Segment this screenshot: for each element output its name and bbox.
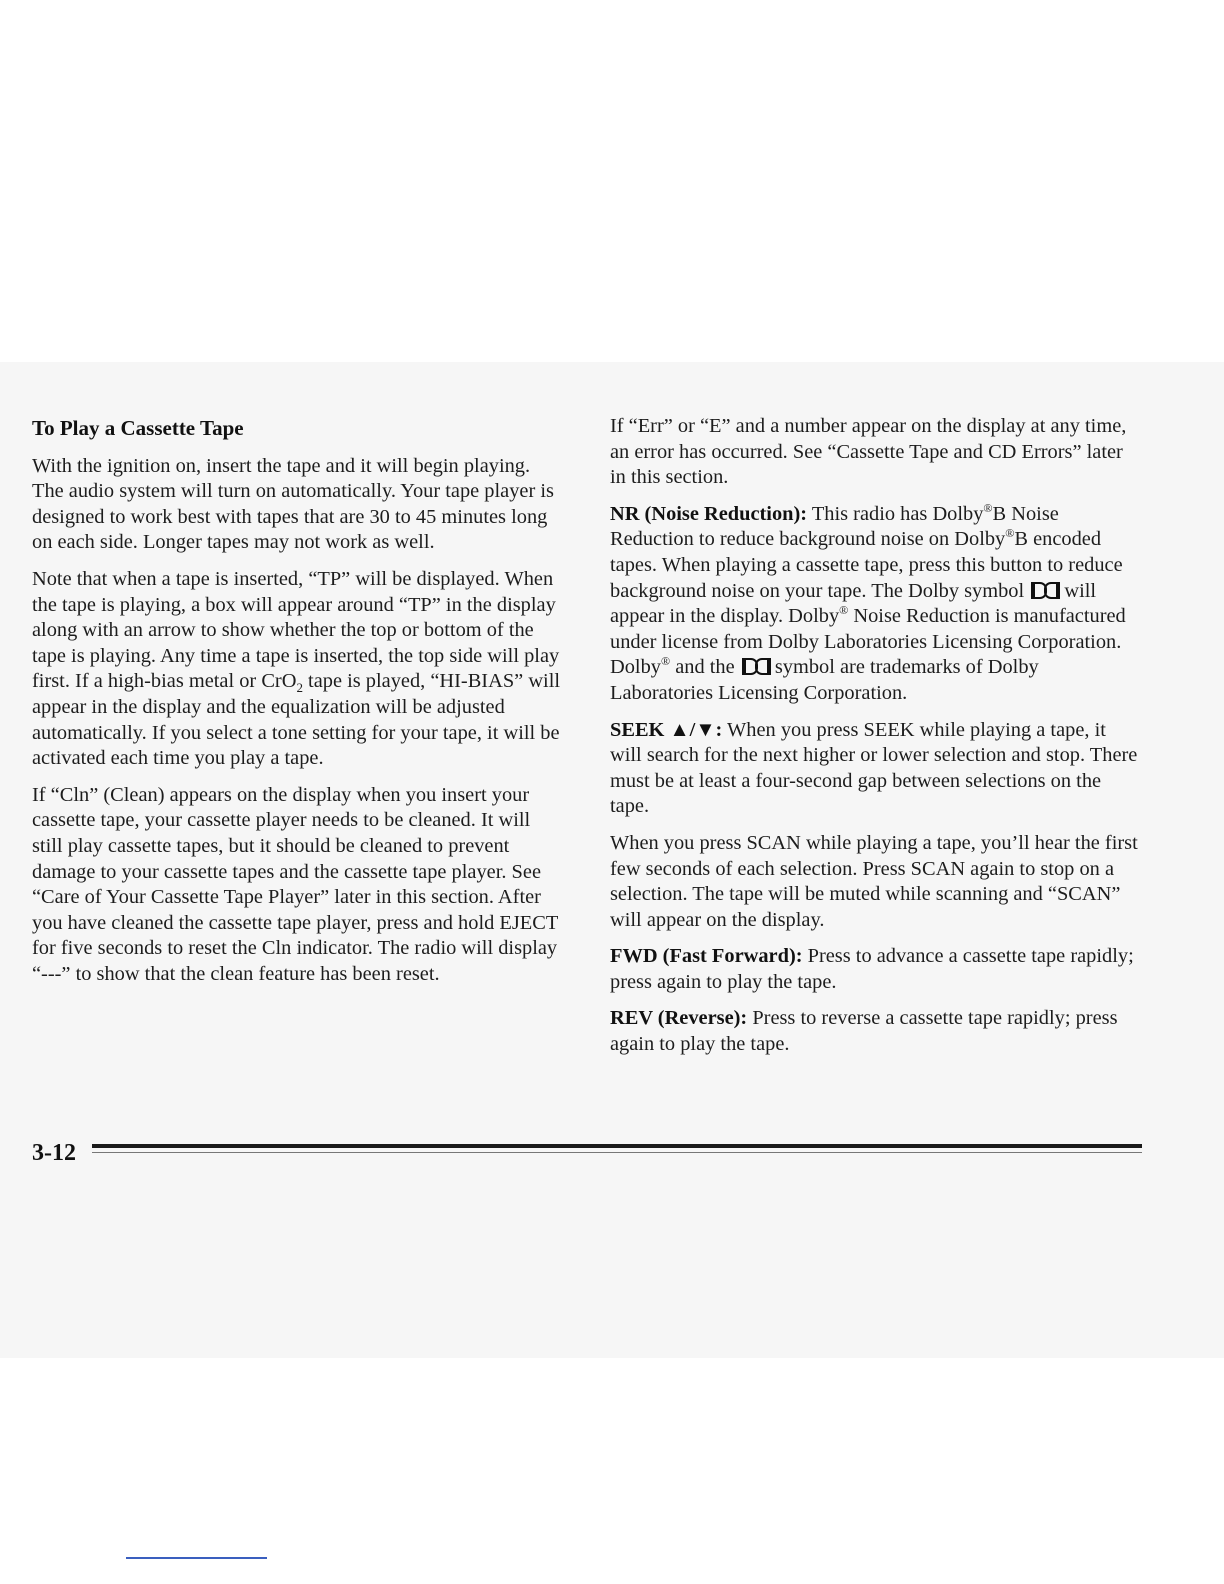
- page-link-underline: [126, 1557, 267, 1559]
- nr-text-1: This radio has Dolby: [807, 502, 984, 525]
- seek-paragraph: [610, 718, 1142, 820]
- nr-text-5: Noise Reduction is manufactured under license from Dolby Laboratories Licensing Corporation. Dolby: [610, 605, 1126, 679]
- fwd-term: FWD (Fast Forward):: [610, 945, 803, 968]
- rev-term: REV (Reverse):: [610, 1007, 748, 1030]
- footer-rule-thin: [92, 1152, 1142, 1153]
- page-footer: [32, 1138, 1142, 1178]
- registered-mark: ®: [660, 654, 671, 669]
- intro-paragraph: With the ignition on, insert the tape and it will begin playing. The audio system will turn on automatically. Your tape player is designed to work best with tapes that are 30 to 45 minutes long on each side. Longer tapes may not work as well.: [32, 454, 554, 554]
- right-column: [610, 414, 1142, 1069]
- cro2-subscript: 2: [296, 680, 303, 696]
- clean-paragraph: If “Cln” (Clean) appears on the display when you insert your cassette tape, your cassette player needs to be cleaned. It will still play cassette tapes, but it should be cleaned to prevent damage to your cassette tapes and the cassette tape player. See “Care of Your Cassette Tape Player” later in this section. After you have cleaned the cassette tape player, press and hold EJECT for five seconds to reset the Cln indicator. The radio will display “---” to show that the clean feature has been reset.: [32, 783, 558, 985]
- scan-paragraph: When you press SCAN while playing a tape, you’ll hear the first few seconds of each selection. Press SCAN again to stop on a selection. The tape will be muted while scanning and “SCAN” will appear on the display.: [610, 831, 1138, 931]
- footer-rule: [92, 1144, 1142, 1148]
- nr-text-7: symbol are trademarks of Dolby Laboratories Licensing Corporation.: [610, 656, 1039, 704]
- tp-text-b: tape is played, “HI-BIAS” will appear in the display and the equalization will be adjusted automatically. If you select a tone setting for your tape, it will be activated each time you play a tape.: [32, 670, 561, 770]
- page-number: 3-12: [32, 1140, 76, 1166]
- nr-text-3: B encoded tapes. When playing a cassette tape, press this button to reduce background noise on your tape. The Dolby symbol: [610, 528, 1123, 602]
- registered-mark: ®: [839, 603, 849, 618]
- fwd-text: Press to advance a cassette tape rapidly; press again to play the tape.: [610, 945, 1134, 993]
- seek-text: When you press SEEK while playing a tape, it will search for the next higher or lower selection and stop. There must be at least a four-second gap between selections on the tape.: [610, 718, 1138, 818]
- registered-mark: ®: [1005, 526, 1015, 541]
- dolby-double-d-icon: [1031, 582, 1057, 599]
- seek-term: SEEK ▲/▼:: [610, 718, 723, 741]
- nr-text-4: will appear in the display. Dolby: [610, 579, 1097, 628]
- noise-reduction-paragraph: [610, 502, 1142, 707]
- tp-display-paragraph: [32, 567, 564, 772]
- dolby-double-d-icon: [742, 658, 768, 675]
- left-column: [32, 414, 564, 998]
- nr-term: NR (Noise Reduction):: [610, 502, 808, 525]
- rev-text: Press to reverse a cassette tape rapidly; press again to play the tape.: [610, 1007, 1118, 1056]
- fwd-paragraph: [610, 944, 1142, 995]
- section-heading: To Play a Cassette Tape: [32, 416, 244, 440]
- registered-mark: ®: [983, 500, 993, 515]
- error-paragraph: If “Err” or “E” and a number appear on the display at any time, an error has occurred. See “Cassette Tape and CD Errors” later in this section.: [610, 415, 1127, 489]
- nr-text-6: and the: [670, 656, 740, 679]
- tp-text-a: Note that when a tape is inserted, “TP” will be displayed. When the tape is playing, a box will appear around “TP” in the display along with an arrow to show whether the top or bottom of the tape is playing. Any time a tape is inserted, the top side will play first. If a high-bias metal or CrO: [32, 567, 560, 693]
- rev-paragraph: [610, 1006, 1142, 1057]
- nr-text-2: B Noise Reduction to reduce background noise on Dolby: [610, 502, 1059, 551]
